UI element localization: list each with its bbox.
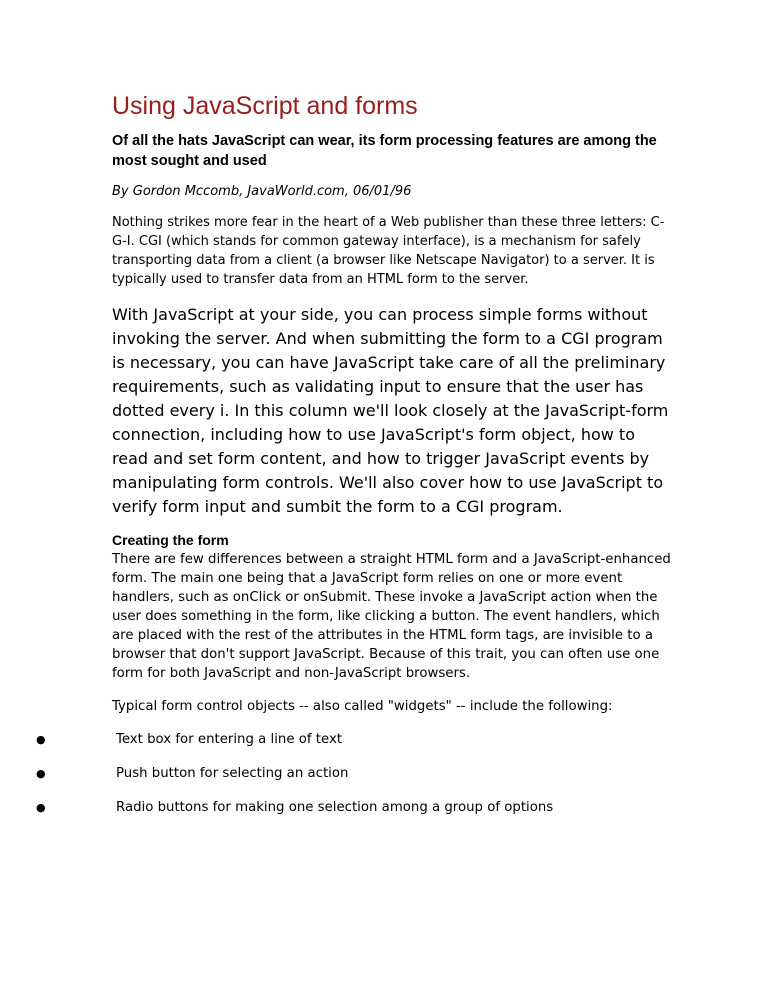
- article-subtitle: Of all the hats JavaScript can wear, its form processing features are among the most sought and used: [112, 133, 657, 169]
- article: [36, 90, 672, 832]
- list-item-text: Push button for selecting an action: [116, 766, 349, 781]
- article-title: Using JavaScript and forms: [112, 92, 418, 120]
- list-item: [0, 730, 672, 749]
- widgets-list: [0, 730, 672, 817]
- bullet-icon: ●: [36, 801, 46, 814]
- widgets-intro: Typical form control objects -- also called "widgets" -- include the following:: [112, 699, 613, 714]
- list-item: [0, 798, 672, 817]
- bullet-icon: ●: [36, 767, 46, 780]
- lead-paragraph: With JavaScript at your side, you can process simple forms without invoking the server. And when submitting the form to a CGI program is necessary, you can have JavaScript take care of all the preliminary requirements, such as validating input to ensure that the user has dotted every i. In this column we'll look closely at the JavaScript-form connection, including how to use JavaScript's form object, how to read and set form content, and how to trigger JavaScript events by manipulating form controls. We'll also cover how to use JavaScript to verify form input and sumbit the form to a CGI program.: [112, 305, 669, 516]
- list-item-text: Radio buttons for making one selection among a group of options: [116, 800, 554, 815]
- article-byline: By Gordon Mccomb, JavaWorld.com, 06/01/96: [112, 184, 412, 199]
- bullet-icon: ●: [36, 733, 46, 746]
- intro-paragraph: Nothing strikes more fear in the heart of a Web publisher than these three letters: C-G-I. CGI (which stands for common gateway interface), is a mechanism for safely transporting data from a client (a browser like Netscape Navigator) to a server. It is typically used to transfer data from an HTML form to the server.: [112, 215, 665, 287]
- section-heading: Creating the form: [112, 532, 229, 548]
- list-item-text: Text box for entering a line of text: [116, 732, 343, 747]
- list-item: [0, 764, 672, 783]
- section-paragraph: There are few differences between a straight HTML form and a JavaScript-enhanced form. The main one being that a JavaScript form relies on one or more event handlers, such as onClick or onSubmit. These invoke a JavaScript action when the user does something in the form, like clicking a button. The event handlers, which are placed with the rest of the attributes in the HTML form tags, are invisible to a browser that don't support JavaScript. Because of this trait, you can often use one form for both JavaScript and non-JavaScript browsers.: [112, 552, 671, 681]
